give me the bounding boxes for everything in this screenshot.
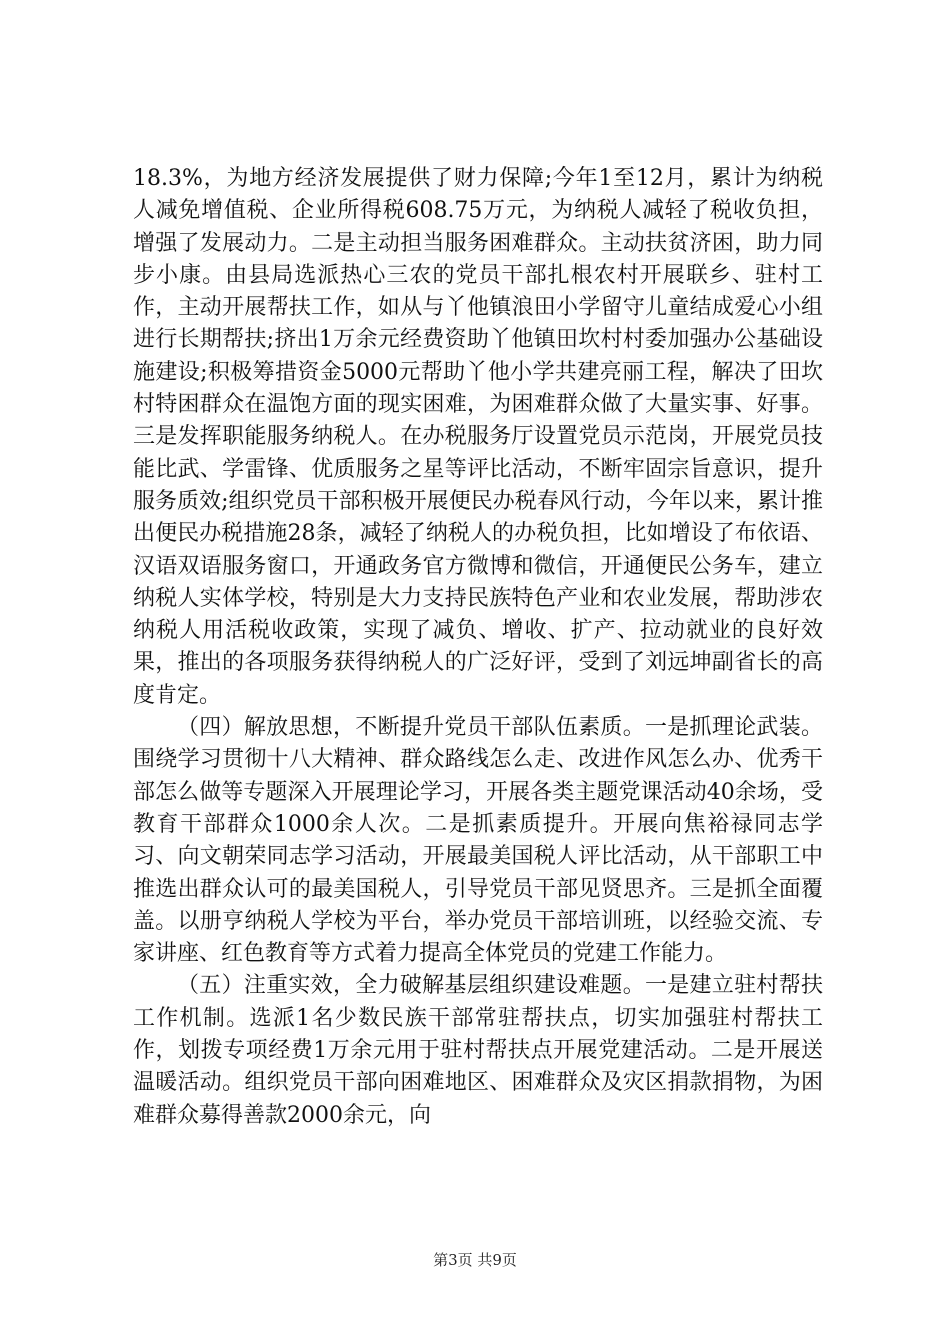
- paragraph-section-four: （四）解放思想，不断提升党员干部队伍素质。一是抓理论武装。围绕学习贯彻十八大精神、群众路线怎么走、改进作风怎么办、优秀干部怎么做等专题深入开展理论学习，开展各类主题党课活动40余场，受教育干部群众1000余人次。二是抓素质提升。开展向焦裕禄同志学习、向文朝荣同志学习活动，开展最美国税人评比活动，从干部职工中推选出群众认可的最美国税人，引导党员干部见贤思齐。三是抓全面覆盖。以册亨纳税人学校为平台，举办党员干部培训班，以经验交流、专家讲座、红色教育等方式着力提高全体党员的党建工作能力。: [133, 715, 823, 967]
- paragraph-continuation: 18.3%，为地方经济发展提供了财力保障;今年1至12月，累计为纳税人减免增值税、企业所得税608.75万元，为纳税人减轻了税收负担，增强了发展动力。二是主动担当服务困难群众。主动扶贫济困，助力同步小康。由县局选派热心三农的党员干部扎根农村开展联乡、驻村工作，主动开展帮扶工作，如从与丫他镇浪田小学留守儿童结成爱心小组进行长期帮扶;挤出1万余元经费资助丫他镇田坎村村委加强办公基础设施建设;积极筹措资金5000元帮助丫他小学共建亮丽工程，解决了田坎村特困群众在温饱方面的现实困难，为困难群众做了大量实事、好事。三是发挥职能服务纳税人。在办税服务厅设置党员示范岗，开展党员技能比武、学雷锋、优质服务之星等评比活动，不断牢固宗旨意识，提升服务质效;组织党员干部积极开展便民办税春风行动，今年以来，累计推出便民办税措施28条，减轻了纳税人的办税负担，比如增设了布依语、汉语双语服务窗口，开通政务官方微博和微信，开通便民公务车，建立纳税人实体学校，特别是大力支持民族特色产业和农业发展，帮助涉农纳税人用活税收政策，实现了减负、增收、扩产、拉动就业的良好效果，推出的各项服务获得纳税人的广泛好评，受到了刘远坤副省长的高度肯定。: [133, 166, 823, 708]
- paragraph-section-five: （五）注重实效，全力破解基层组织建设难题。一是建立驻村帮扶工作机制。选派1名少数民族干部常驻帮扶点，切实加强驻村帮扶工作，划拨专项经费1万余元用于驻村帮扶点开展党建活动。二是开展送温暖活动。组织党员干部向困难地区、困难群众及灾区捐款捐物，为困难群众募得善款2000余元，向: [133, 973, 823, 1128]
- document-body: [133, 163, 823, 1132]
- page-footer: 第3页 共9页: [433, 1251, 517, 1269]
